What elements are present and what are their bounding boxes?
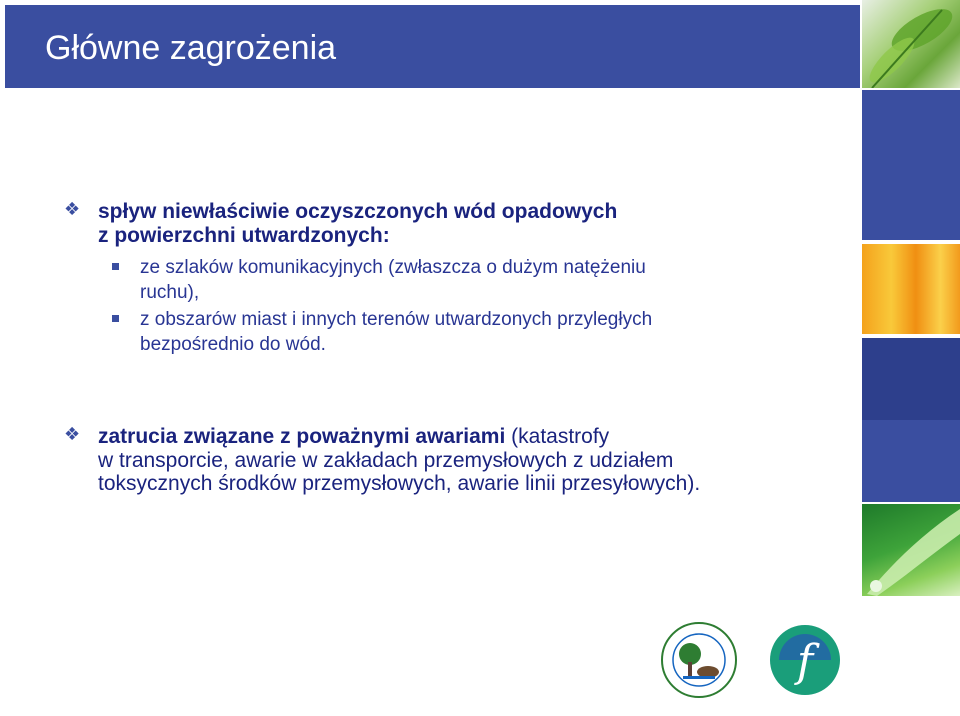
blue-tile [862,338,960,420]
blue-tile [862,90,960,240]
fund-logo-glyph: f [796,636,814,687]
sub-item-2-line2: bezpośrednio do wód. [140,334,326,355]
diamond-bullet-icon: ❖ [64,199,81,220]
inspectorate-logo [661,622,737,698]
square-bullet-icon [112,315,119,322]
orange-tile [862,244,960,334]
decorative-strip [862,0,960,716]
sub-item-2-line1: z obszarów miast i innych terenów utwardzonych przyległych [140,309,653,330]
white-tile [862,598,960,716]
leaf-image-top [862,0,960,88]
fund-logo [769,624,841,696]
leaf-drop-icon [862,504,960,596]
title-bar [5,5,860,88]
bullet-item-2-line1: zatrucia związane z poważnymi awariami (katastrofy [98,425,610,448]
bullet-item-2-line2: w transporcie, awarie w zakładach przemysłowych z udziałem [98,449,674,472]
bullet-item-2-line3: toksycznych środków przemysłowych, awarie linii przesyłowych). [98,472,701,495]
slide-title: Główne zagrożenia [45,29,337,67]
leaf-icon [862,0,960,88]
diamond-bullet-icon: ❖ [64,424,81,445]
leaf-image-bottom [862,504,960,596]
sub-item-1-line1: ze szlaków komunikacyjnych (zwłaszcza o dużym natężeniu [140,257,646,278]
sub-item-1-line2: ruchu), [140,282,200,303]
bullet-item-1-line2: z powierzchni utwardzonych: [98,224,390,247]
blue-tile [862,420,960,502]
bullet-item-1-line1: spływ niewłaściwie oczyszczonych wód opadowych [98,200,618,223]
square-bullet-icon [112,263,119,270]
